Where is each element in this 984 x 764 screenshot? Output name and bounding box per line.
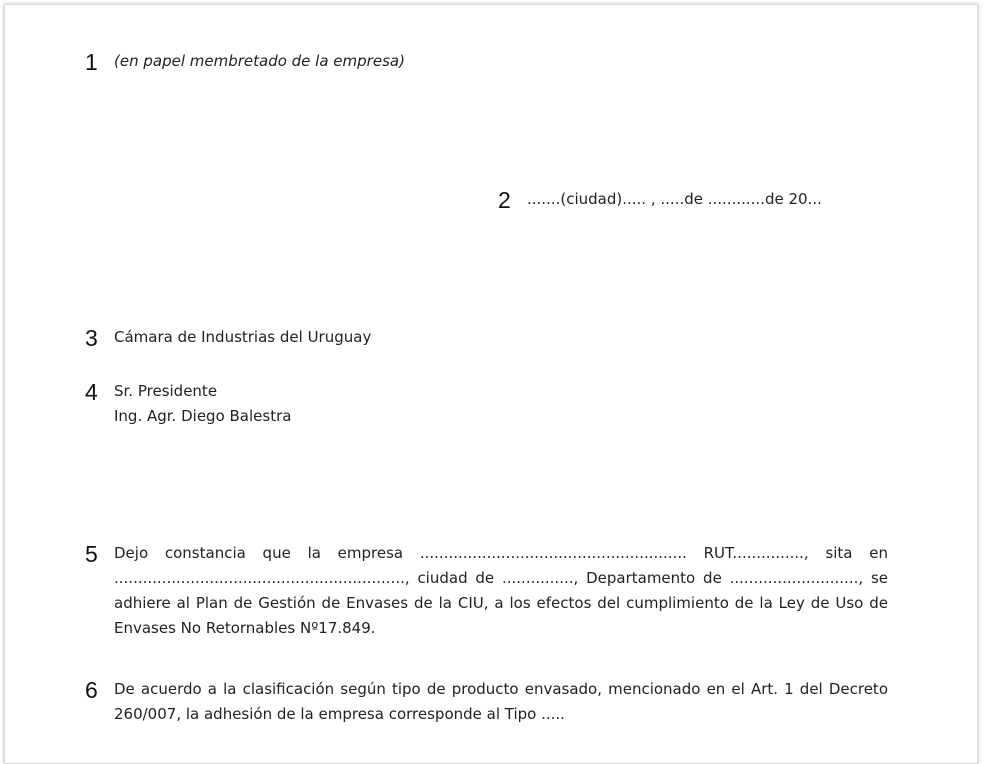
place-date-line: .......(ciudad)..... , .....de ............de 20... (527, 190, 822, 208)
item-number-2: 2 (498, 187, 511, 213)
addressee-block (114, 379, 888, 429)
item-number-1: 1 (85, 49, 98, 75)
item-number-5: 5 (85, 541, 98, 567)
declaration-paragraph: Dejo constancia que la empresa ........................................................ RUT..............., sita en ............................................................., ciudad de ..............., Departamento de ..........................., se adhiere al Plan de Gestión de Envases de la CIU, a los efectos del cumplimiento de la Ley de Uso de Envases No Retornables Nº17.849. (114, 544, 888, 637)
document-page (4, 4, 978, 764)
item-number-3: 3 (85, 325, 98, 351)
classification-paragraph: De acuerdo a la clasificación según tipo de producto envasado, mencionado en el Art. 1 del Decreto 260/007, la adhesión de la empresa corresponde al Tipo ..... (114, 680, 888, 723)
addressee-title: Sr. Presidente (114, 382, 218, 400)
recipient-organization: Cámara de Industrias del Uruguay (114, 328, 372, 346)
addressee-name: Ing. Agr. Diego Balestra (114, 407, 292, 425)
letterhead-note: (en papel membretado de la empresa) (114, 52, 405, 70)
item-number-6: 6 (85, 677, 98, 703)
item-number-4: 4 (85, 379, 98, 405)
